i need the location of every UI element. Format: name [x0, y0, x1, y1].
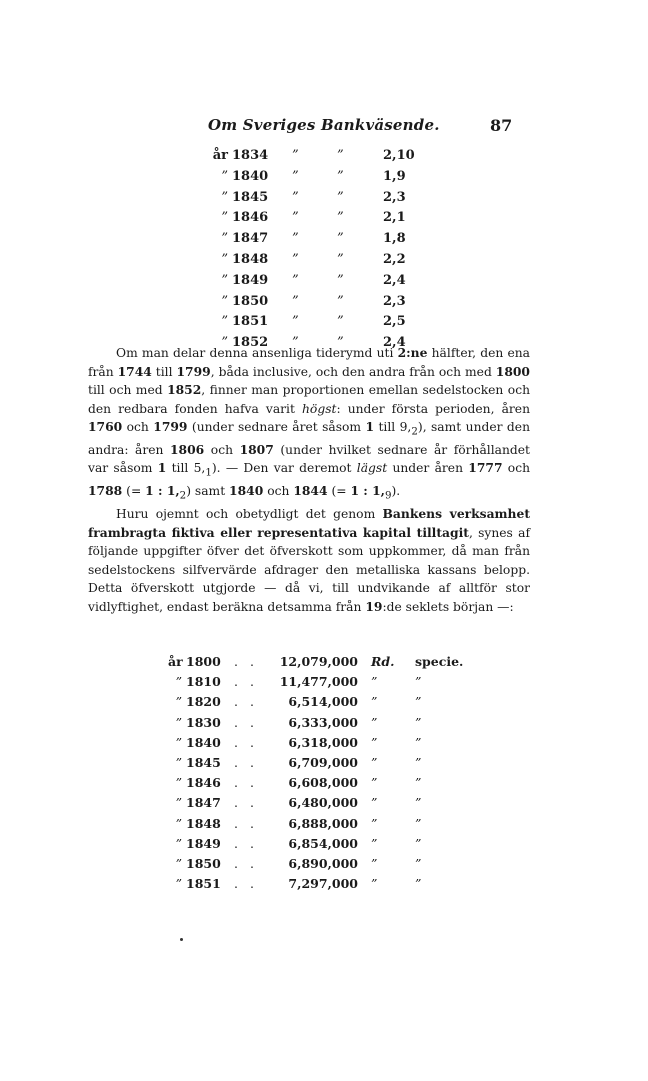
- bold-run: 1 : 1,: [350, 483, 385, 499]
- ditto-mark: ”: [415, 815, 422, 831]
- row-ratio: 1,9: [383, 168, 406, 184]
- ditto-mark: ”: [371, 674, 378, 690]
- text-run: , finner man proportionen emellan sedelstocken och den redbara fonden hafva varit: [88, 383, 530, 416]
- row-amount: 6,318,000: [288, 734, 358, 750]
- row-year: 1840: [186, 734, 221, 750]
- row-ratio: 1,8: [383, 231, 406, 247]
- row-ratio: 2,4: [383, 272, 406, 288]
- ditto-mark: ”: [371, 694, 378, 710]
- ratio-table: [200, 148, 420, 356]
- row-year: 1849: [232, 272, 269, 288]
- leader-dots: . .: [234, 694, 258, 710]
- bold-run: 1777: [468, 460, 503, 476]
- ditto-mark: ”: [371, 815, 378, 831]
- row-prefix: ”: [221, 231, 228, 247]
- italic-run: lägst: [356, 461, 388, 476]
- currency-unit: Rd.: [371, 654, 395, 669]
- leader-dots: . .: [234, 775, 258, 791]
- row-prefix: ”: [175, 694, 182, 710]
- ditto-mark: ”: [292, 272, 299, 288]
- page-number: 87: [490, 116, 513, 135]
- text-run: hälfter, den ena från: [88, 346, 530, 379]
- row-prefix: ”: [221, 293, 228, 309]
- text-run: ), samt under den andra: åren: [88, 420, 530, 457]
- text-run: under åren: [387, 461, 469, 476]
- row-ratio: 2,10: [383, 148, 415, 163]
- ditto-mark: ”: [292, 231, 299, 247]
- leader-dots: . .: [234, 795, 258, 811]
- table-row: [200, 314, 420, 335]
- bold-run: 1800: [495, 363, 530, 379]
- table-row: [168, 674, 468, 694]
- row-prefix: år: [168, 654, 183, 669]
- text-run: till 9,: [374, 420, 412, 434]
- row-year: 1845: [232, 189, 269, 205]
- row-year: 1800: [186, 654, 221, 669]
- ditto-mark: ”: [415, 714, 422, 730]
- ditto-mark: ”: [337, 210, 344, 226]
- text-run: :de seklets början —:: [382, 599, 514, 614]
- ditto-mark: ”: [415, 734, 422, 750]
- row-amount: 6,888,000: [288, 815, 358, 831]
- page-header: [200, 116, 520, 136]
- row-prefix: ”: [175, 775, 182, 791]
- running-title: Om Sveriges Bankväsende.: [208, 116, 440, 134]
- row-prefix: ”: [221, 210, 228, 226]
- leader-dots: . .: [234, 855, 258, 871]
- ditto-mark: ”: [415, 775, 422, 791]
- leader-dots: . .: [234, 835, 258, 851]
- row-prefix: ”: [175, 795, 182, 811]
- ditto-mark: ”: [371, 855, 378, 871]
- text-run: (=: [327, 484, 351, 499]
- ditto-mark: ”: [415, 754, 422, 770]
- ditto-mark: ”: [337, 293, 344, 309]
- ditto-mark: ”: [415, 795, 422, 811]
- subscript: 2: [411, 425, 418, 438]
- surplus-table: [168, 654, 468, 896]
- row-year: 1850: [232, 293, 269, 309]
- row-prefix: ”: [175, 734, 182, 750]
- row-amount: 11,477,000: [279, 674, 358, 690]
- bold-run: 19: [365, 598, 383, 614]
- ditto-mark: ”: [337, 335, 344, 351]
- row-amount: 6,514,000: [288, 694, 358, 710]
- row-prefix: ”: [221, 272, 228, 288]
- leader-dots: . .: [234, 674, 258, 690]
- row-year: 1847: [186, 795, 221, 811]
- bold-run: 2:ne: [397, 345, 428, 360]
- text-run: ).: [391, 484, 401, 499]
- table-row: [168, 876, 468, 896]
- row-year: 1851: [186, 876, 221, 892]
- table-row: [168, 816, 468, 836]
- row-year: 1848: [186, 815, 221, 831]
- bold-run: 1: [157, 460, 167, 476]
- bold-run: 1840: [229, 483, 264, 499]
- ditto-mark: ”: [337, 314, 344, 330]
- ditto-mark: ”: [337, 189, 344, 205]
- ditto-mark: ”: [415, 855, 422, 871]
- bold-run: 1788: [88, 483, 123, 499]
- body-text: [88, 344, 530, 616]
- text-run: och: [122, 420, 154, 434]
- text-run: , synes af följande uppgifter öfver det öfverskott som uppkommer, då man från sedelstockens silfvervärde afdrager den metalliska kassans belopp. Detta öfverskott utgjorde — då vi, till undvikande af alltför stor vidlyftighet, endast beräkna detsamma från: [88, 525, 530, 614]
- text-run: ). — Den var deremot: [211, 461, 357, 476]
- bold-run: 1852: [167, 382, 202, 397]
- row-year: 1852: [232, 335, 269, 351]
- text-run: och: [263, 484, 294, 499]
- row-amount: 12,079,000: [279, 654, 358, 669]
- row-prefix: ”: [175, 815, 182, 831]
- text-run: och: [502, 461, 531, 476]
- table-row: [200, 169, 420, 190]
- text-run: (under sednare året såsom: [187, 420, 366, 434]
- text-run: Huru ojemnt och obetydligt det genom: [116, 507, 383, 522]
- table-row: [200, 294, 420, 315]
- leader-dots: . .: [234, 654, 258, 669]
- italic-run: högst: [302, 401, 337, 416]
- row-ratio: 2,1: [383, 210, 406, 226]
- bold-run: Bankens verksamhet frambragta fiktiva eller representativa kapital tilltagit: [88, 506, 530, 540]
- ditto-mark: ”: [292, 210, 299, 226]
- ditto-mark: ”: [292, 314, 299, 330]
- table-row: [168, 715, 468, 735]
- ditto-mark: ”: [337, 231, 344, 247]
- bold-run: 1807: [239, 441, 274, 457]
- subscript: 9: [384, 489, 392, 502]
- ditto-mark: ”: [292, 189, 299, 205]
- text-run: (under hvilket sednare år förhållandet var såsom: [88, 442, 531, 476]
- bold-run: 1806: [170, 441, 205, 457]
- table-row: [168, 775, 468, 795]
- row-amount: 6,890,000: [288, 855, 358, 871]
- subscript: 1: [205, 466, 212, 479]
- row-amount: 7,297,000: [288, 876, 358, 892]
- ditto-mark: ”: [371, 876, 378, 892]
- row-year: 1849: [186, 835, 221, 851]
- leader-dots: . .: [234, 815, 258, 831]
- row-year: 1830: [186, 714, 221, 730]
- row-ratio: 2,3: [383, 293, 406, 309]
- ditto-mark: ”: [337, 168, 344, 184]
- bold-run: 1: [365, 419, 375, 434]
- bold-run: 1744: [117, 363, 152, 379]
- ditto-mark: ”: [292, 251, 299, 267]
- ditto-mark: ”: [415, 674, 422, 690]
- ditto-mark: ”: [371, 795, 378, 811]
- ditto-mark: ”: [371, 734, 378, 750]
- paragraph: [88, 505, 530, 616]
- table-row: [168, 836, 468, 856]
- table-row: [168, 755, 468, 775]
- paragraph: [88, 344, 530, 505]
- row-prefix: ”: [221, 335, 228, 351]
- bold-run: 1760: [88, 419, 123, 434]
- row-prefix: år: [212, 148, 228, 163]
- ditto-mark: ”: [292, 168, 299, 184]
- row-ratio: 2,2: [383, 251, 406, 267]
- leader-dots: . .: [234, 754, 258, 770]
- bold-run: 1 : 1,: [145, 483, 180, 499]
- row-prefix: ”: [175, 714, 182, 730]
- text-run: (=: [122, 484, 146, 499]
- row-ratio: 2,5: [383, 314, 406, 330]
- row-year: 1840: [232, 168, 269, 184]
- row-year: 1820: [186, 694, 221, 710]
- leader-dots: . .: [234, 876, 258, 892]
- row-amount: 6,709,000: [288, 754, 358, 770]
- row-prefix: ”: [175, 835, 182, 851]
- table-row: [168, 694, 468, 714]
- text-run: Om man delar denna ansenliga tiderymd uti: [116, 346, 398, 360]
- stray-mark: [180, 938, 183, 941]
- leader-dots: . .: [234, 734, 258, 750]
- row-amount: 6,854,000: [288, 835, 358, 851]
- text-run: till och med: [88, 383, 168, 397]
- ditto-mark: ”: [371, 754, 378, 770]
- ditto-mark: ”: [415, 694, 422, 710]
- ditto-mark: ”: [371, 835, 378, 851]
- bold-run: 1799: [153, 419, 188, 434]
- row-year: 1834: [232, 148, 269, 163]
- row-ratio: 2,4: [383, 335, 406, 351]
- ditto-mark: ”: [292, 335, 299, 351]
- text-run: och: [204, 442, 240, 457]
- table-row: [200, 148, 420, 169]
- table-row: [200, 273, 420, 294]
- text-run: : under första perioden, åren: [336, 401, 530, 416]
- row-prefix: ”: [175, 876, 182, 892]
- table-row: [168, 654, 468, 674]
- text-run: till 5,: [166, 461, 206, 476]
- table-row: [200, 190, 420, 211]
- row-amount: 6,608,000: [288, 775, 358, 791]
- ditto-mark: ”: [337, 272, 344, 288]
- ditto-mark: ”: [371, 775, 378, 791]
- text-run: ) samt: [186, 484, 230, 499]
- row-year: 1846: [186, 775, 221, 791]
- row-year: 1846: [232, 210, 269, 226]
- row-year: 1851: [232, 314, 269, 330]
- row-prefix: ”: [221, 168, 228, 184]
- row-prefix: ”: [221, 251, 228, 267]
- bold-run: 1799: [176, 363, 211, 379]
- subscript: 2: [179, 489, 187, 502]
- ditto-mark: ”: [337, 148, 344, 163]
- table-row: [168, 856, 468, 876]
- row-prefix: ”: [221, 189, 228, 205]
- text-run: , båda inclusive, och den andra från och med: [210, 364, 496, 379]
- row-prefix: ”: [175, 754, 182, 770]
- ditto-mark: ”: [292, 148, 299, 163]
- table-row: [168, 795, 468, 815]
- row-amount: 6,480,000: [288, 795, 358, 811]
- ditto-mark: ”: [337, 251, 344, 267]
- row-amount: 6,333,000: [288, 714, 358, 730]
- table-row: [200, 252, 420, 273]
- text-run: till: [151, 364, 177, 379]
- currency-type: specie.: [415, 654, 464, 669]
- ditto-mark: ”: [415, 835, 422, 851]
- table-row: [200, 231, 420, 252]
- row-year: 1847: [232, 231, 269, 247]
- ditto-mark: ”: [415, 876, 422, 892]
- row-prefix: ”: [221, 314, 228, 330]
- row-year: 1848: [232, 251, 269, 267]
- table-row: [200, 210, 420, 231]
- row-year: 1845: [186, 754, 221, 770]
- bold-run: 1844: [293, 483, 328, 499]
- row-prefix: ”: [175, 674, 182, 690]
- ditto-mark: ”: [292, 293, 299, 309]
- row-ratio: 2,3: [383, 189, 406, 205]
- row-prefix: ”: [175, 855, 182, 871]
- table-row: [168, 735, 468, 755]
- leader-dots: . .: [234, 714, 258, 730]
- ditto-mark: ”: [371, 714, 378, 730]
- row-year: 1850: [186, 855, 221, 871]
- row-year: 1810: [186, 674, 221, 690]
